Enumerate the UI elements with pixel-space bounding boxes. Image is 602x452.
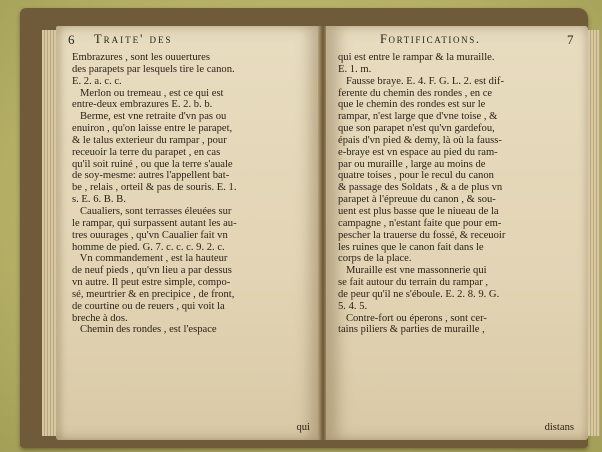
- text-line: uent est plus basse que le niueau de la: [338, 205, 499, 217]
- text-line: qui est entre le rampar & la muraille.: [338, 52, 495, 63]
- text-line: be , relais , orteil & pas de souris. E. 1.: [72, 182, 237, 194]
- left-running-title: Traite' des: [94, 32, 173, 46]
- open-book: [20, 8, 588, 448]
- page-edges-right: [588, 30, 600, 436]
- text-line: ferente du chemin des rondes , en ce: [338, 87, 493, 99]
- left-page: [56, 26, 320, 440]
- text-line: épais d'vn pied & demy, là où la fauss-: [338, 134, 502, 146]
- text-line: tres ouurages , qu'vn Caualier fait vn: [72, 229, 228, 241]
- text-line: Contre-fort ou éperons , sont cer-: [338, 312, 487, 324]
- text-line: de soy-mesme: autres l'appellent bat-: [72, 170, 230, 182]
- text-line: Vn commandement , est la hauteur: [72, 253, 228, 265]
- text-line: campagne , n'estant faite que pour em-: [338, 217, 502, 229]
- text-line: Muraille est vne massonnerie qui: [338, 265, 487, 277]
- left-page-text: [72, 52, 237, 336]
- text-line: E. 2. a. c. c.: [72, 75, 122, 87]
- text-line: s. E. 6. B. B.: [72, 194, 126, 206]
- text-line: Berme, est vne retraite d'vn pas ou: [72, 111, 227, 123]
- text-line: E. 1. m.: [338, 63, 372, 75]
- right-running-title: Fortifications.: [380, 32, 481, 46]
- text-line: enuiron , qu'on laisse entre le parapet,: [72, 123, 233, 135]
- text-line: le rampar, qui surpassent autant les au-: [72, 217, 237, 229]
- text-line: Merlon ou tremeau , est ce qui est: [72, 87, 224, 99]
- text-line: des parapets par lesquels tire le canon.: [72, 63, 235, 75]
- left-page-header: [56, 32, 320, 50]
- right-page-header: [326, 32, 588, 50]
- right-page-text: [338, 52, 505, 336]
- text-line: par ou muraille , large au moins de: [338, 158, 486, 170]
- text-line: 5. 4. 5.: [338, 300, 368, 312]
- text-line: sé, meurtrier & en precipice , de front,: [72, 288, 235, 300]
- right-catchword: distans: [544, 422, 574, 433]
- right-page: [326, 26, 588, 440]
- left-page-number: 6: [68, 32, 75, 47]
- text-line: breche à dos.: [72, 312, 128, 324]
- left-catchword: qui: [296, 422, 310, 433]
- text-line: de courtine ou de reuers , qui voit la: [72, 300, 225, 312]
- text-line: & passage des Soldats , & a de plus vn: [338, 182, 503, 194]
- text-line: Caualiers, sont terrasses éleuées sur: [72, 205, 232, 217]
- text-line: homme de pied. G. 7. c. c. c. 9. 2. c.: [72, 241, 225, 253]
- text-line: receuoir la terre du parapet , en cas: [72, 146, 221, 158]
- text-line: rampar, n'est large que d'vne toise , &: [338, 111, 498, 123]
- text-line: Fausse braye. E. 4. F. G. L. 2. est dif-: [338, 75, 504, 87]
- text-line: se fait autour du terrain du rampar ,: [338, 277, 489, 289]
- text-line: & le talus exterieur du rampar , pour: [72, 134, 227, 146]
- text-line: corps de la place.: [338, 253, 412, 265]
- text-line: entre-deux embrazures E. 2. b. b.: [72, 99, 213, 111]
- text-line: Embrazures , sont les ouuertures: [72, 52, 210, 63]
- text-line: pescher la trauerse du fossé, & receuoir: [338, 229, 506, 241]
- page-edges-left: [42, 30, 56, 436]
- text-line: tains piliers & parties de muraille ,: [338, 324, 485, 336]
- text-line: vn autre. Il peut estre simple, compo-: [72, 277, 231, 289]
- text-line: que le chemin des rondes est sur le: [338, 99, 486, 111]
- text-line: quatre toises , pour le recul du canon: [338, 170, 494, 182]
- text-line: de peur qu'il ne s'éboule. E. 2. 8. 9. G.: [338, 288, 500, 300]
- text-line: qu'il soit ruiné , ou que la terre s'auale: [72, 158, 233, 170]
- text-line: parapet à l'épreuue du canon , & sou-: [338, 194, 496, 206]
- text-line: e-braye est vn espace au pied du ram-: [338, 146, 498, 158]
- right-page-number: 7: [567, 32, 574, 47]
- text-line: que son parapet n'est qu'vn gardefou,: [338, 123, 495, 135]
- text-line: de neuf pieds , qu'vn lieu a par dessus: [72, 265, 232, 277]
- text-line: les ruines que le canon fait dans le: [338, 241, 484, 253]
- text-line: Chemin des rondes , est l'espace: [72, 324, 217, 336]
